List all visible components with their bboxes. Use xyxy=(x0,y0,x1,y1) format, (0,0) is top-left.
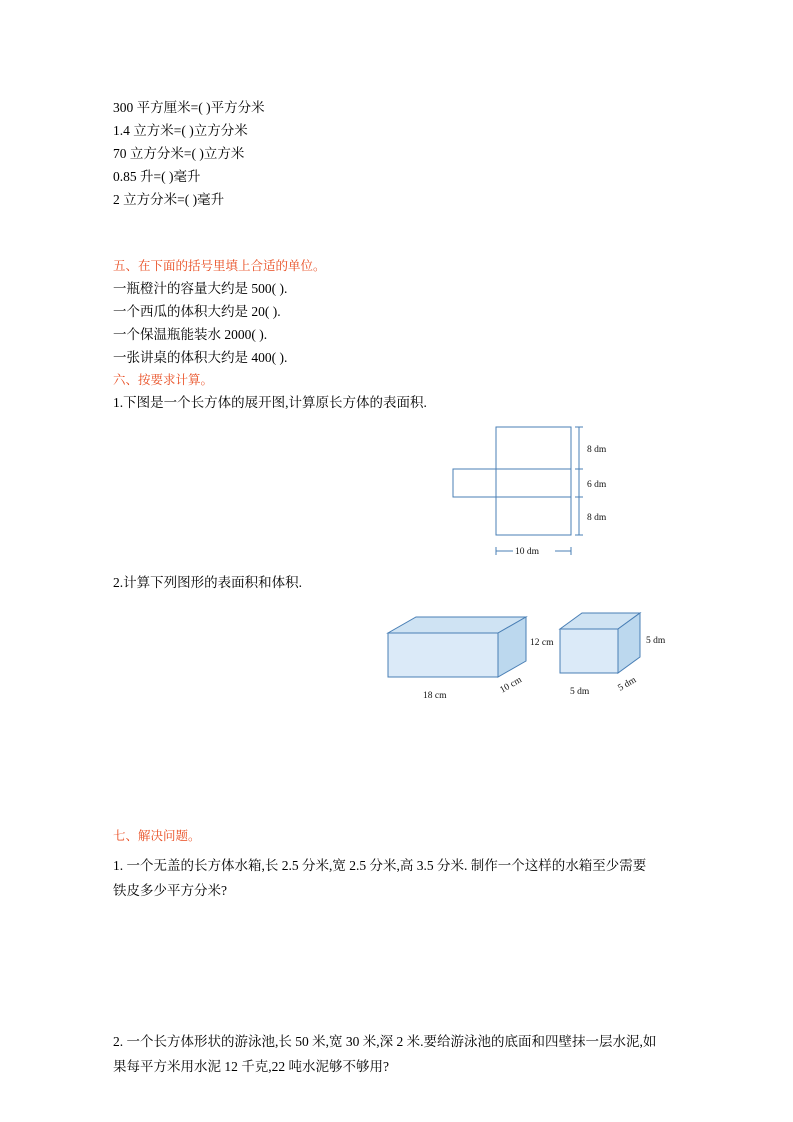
figure-1-label-right-bottom: 8 dm xyxy=(587,513,607,523)
section-5-items xyxy=(113,277,683,369)
fill-unit-item: 一个西瓜的体积大约是 20( ). xyxy=(113,304,281,319)
answer-space xyxy=(113,903,683,1029)
conversion-line: 1.4 立方米=( )立方分米 xyxy=(113,123,248,138)
section-6-heading: 六、按要求计算。 xyxy=(113,373,214,387)
figure-2-cube-depth-label: 5 dm xyxy=(616,675,639,694)
conversion-line: 70 立方分米=( )立方米 xyxy=(113,146,245,161)
spacer xyxy=(113,211,683,233)
figure-1-label-bottom: 10 dm xyxy=(515,547,540,557)
conversion-line: 300 平方厘米=( )平方分米 xyxy=(113,100,265,115)
spacer xyxy=(113,713,683,825)
section-6-question-2: 2.计算下列图形的表面积和体积. xyxy=(113,575,302,590)
figure-2-cuboid-width-label: 18 cm xyxy=(423,691,447,701)
cuboid-net-figure xyxy=(451,425,681,567)
conversion-line: 2 立方分米=( )毫升 xyxy=(113,192,225,207)
section-5-heading: 五、在下面的括号里填上合适的单位。 xyxy=(113,259,326,273)
figure-2-wrapper xyxy=(113,603,683,713)
worksheet-content xyxy=(113,0,683,1079)
unit-conversion-block xyxy=(113,96,683,211)
figure-2-cuboid-depth-label: 10 cm xyxy=(498,675,524,696)
section-7-question-2: 2. 一个长方体形状的游泳池,长 50 米,宽 30 米,深 2 米.要给游泳池的底面和四壁抹一层水泥,如果每平方米用水泥 12 千克,22 吨水泥够不够用? xyxy=(113,1034,657,1074)
figure-1-label-right-top: 8 dm xyxy=(587,445,607,455)
conversion-line: 0.85 升=( )毫升 xyxy=(113,169,201,184)
figure-2-cuboid-height-label: 12 cm xyxy=(530,638,554,648)
two-solids-figure xyxy=(378,603,678,713)
figure-1-wrapper xyxy=(113,421,683,571)
figure-1-label-right-mid: 6 dm xyxy=(587,480,607,490)
fill-unit-item: 一个保温瓶能装水 2000( ). xyxy=(113,327,268,342)
fill-unit-item: 一张讲桌的体积大约是 400( ). xyxy=(113,350,288,365)
fill-unit-item: 一瓶橙汁的容量大约是 500( ). xyxy=(113,281,288,296)
section-7-heading: 七、解决问题。 xyxy=(113,829,201,843)
spacer xyxy=(113,233,683,255)
figure-2-cube-height-label: 5 dm xyxy=(646,636,666,646)
section-6-question-1: 1.下图是一个长方体的展开图,计算原长方体的表面积. xyxy=(113,395,427,410)
figure-2-cube-width-label: 5 dm xyxy=(570,687,590,697)
section-7-question-1: 1. 一个无盖的长方体水箱,长 2.5 分米,宽 2.5 分米,高 3.5 分米. 制作一个这样的水箱至少需要铁皮多少平方分米? xyxy=(113,858,647,898)
